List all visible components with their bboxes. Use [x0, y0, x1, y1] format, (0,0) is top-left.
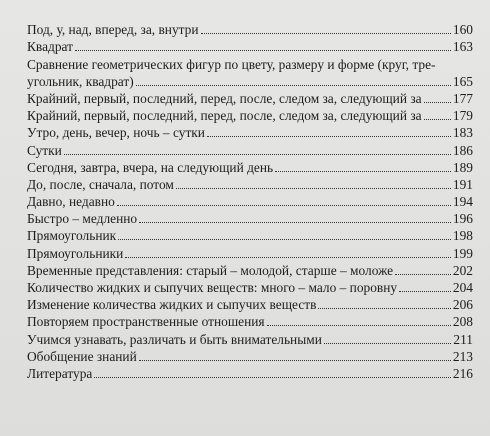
toc-entry-page: 198: [452, 228, 473, 244]
dot-leader: [94, 377, 451, 378]
toc-entry-page: 189: [452, 159, 473, 175]
toc-entry-title-line1: Сравнение геометрических фигур по цвету, размеру и форме (круг, тре-: [27, 56, 436, 72]
toc-entry-page: 179: [452, 108, 473, 124]
dot-leader: [424, 102, 451, 103]
toc-entry: [27, 21, 473, 38]
toc-entry: [27, 348, 473, 365]
toc-entry-page: 213: [452, 348, 473, 364]
toc-entry-title: Повторяем пространственные отношения: [27, 314, 265, 330]
dot-leader: [117, 205, 451, 206]
dot-leader: [395, 274, 451, 275]
dot-leader: [139, 360, 451, 361]
dot-leader: [324, 343, 452, 344]
toc-entry: [27, 279, 473, 296]
toc-entry: [27, 365, 473, 382]
dot-leader: [64, 154, 451, 155]
toc-entry: [27, 330, 473, 347]
toc-entry-title: Прямоугольник: [27, 228, 117, 244]
toc-entry-title: Сегодня, завтра, вчера, на следующий день: [27, 159, 274, 175]
dot-leader: [275, 171, 451, 172]
toc-entry: [27, 262, 473, 279]
toc-entry: [27, 244, 473, 261]
toc-entry-page: 163: [452, 39, 473, 55]
toc-entry-title: Прямоугольники: [27, 245, 124, 261]
toc-entry-title: Давно, недавно: [27, 194, 115, 210]
dot-leader: [201, 33, 451, 34]
toc-entry: [27, 159, 473, 176]
dot-leader: [267, 325, 451, 326]
toc-entry-title: Сутки: [27, 142, 62, 158]
toc-entry: [27, 55, 473, 89]
toc-entry-page: 196: [452, 211, 473, 227]
dot-leader: [125, 257, 451, 258]
table-of-contents: [27, 21, 473, 382]
dot-leader: [399, 291, 451, 292]
toc-entry-page: 165: [452, 73, 473, 89]
dot-leader: [176, 188, 451, 189]
toc-entry: [27, 193, 473, 210]
toc-entry: [27, 124, 473, 141]
toc-entry-page: 211: [453, 331, 473, 347]
toc-entry-page: 208: [452, 314, 473, 330]
dot-leader: [207, 136, 451, 137]
toc-entry-title-line2: угольник, квадрат): [27, 73, 134, 89]
toc-entry-title: Изменение количества жидких и сыпучих веществ: [27, 297, 317, 313]
toc-entry: [27, 210, 473, 227]
toc-entry-title: Утро, день, вечер, ночь – сутки: [27, 125, 205, 141]
toc-entry-title: Быстро – медленно: [27, 211, 138, 227]
dot-leader: [118, 239, 451, 240]
toc-entry-title: Временные представления: старый – молодой, старше – моложе: [27, 262, 394, 278]
toc-entry-page: 183: [452, 125, 473, 141]
toc-entry: [27, 38, 473, 55]
toc-entry-page: 206: [452, 297, 473, 313]
toc-entry-page: 177: [452, 90, 473, 106]
toc-entry: [27, 296, 473, 313]
toc-entry-title: Литература: [27, 365, 93, 381]
toc-entry-title: До, после, сначала, потом: [27, 176, 174, 192]
toc-entry-page: 194: [452, 194, 473, 210]
toc-entry-title: Крайний, первый, последний, перед, после, следом за, следующий за: [27, 108, 422, 124]
toc-entry: [27, 141, 473, 158]
toc-entry-title: Учимся узнавать, различать и быть внимательными: [27, 331, 322, 347]
toc-entry: [27, 90, 473, 107]
toc-entry-page: 199: [452, 245, 473, 261]
toc-entry-page: 216: [452, 365, 473, 381]
toc-entry-page: 160: [452, 22, 473, 38]
toc-entry: [27, 227, 473, 244]
dot-leader: [139, 222, 451, 223]
toc-entry-page: 204: [452, 280, 473, 296]
toc-entry-title: Количество жидких и сыпучих веществ: много – мало – поровну: [27, 280, 398, 296]
toc-entry-title: Под, у, над, вперед, за, внутри: [27, 22, 199, 38]
toc-entry-page: 186: [452, 142, 473, 158]
dot-leader: [136, 85, 451, 86]
toc-entry: [27, 176, 473, 193]
dot-leader: [75, 50, 451, 51]
dot-leader: [318, 308, 450, 309]
toc-entry-title: Квадрат: [27, 39, 73, 55]
toc-entry-page: 202: [452, 262, 473, 278]
toc-entry-page: 191: [452, 176, 473, 192]
toc-entry-title: Обобщение знаний: [27, 348, 137, 364]
toc-entry: [27, 107, 473, 124]
toc-entry: [27, 313, 473, 330]
toc-entry-title: Крайний, первый, последний, перед, после, следом за, следующий за: [27, 90, 422, 106]
dot-leader: [424, 119, 451, 120]
